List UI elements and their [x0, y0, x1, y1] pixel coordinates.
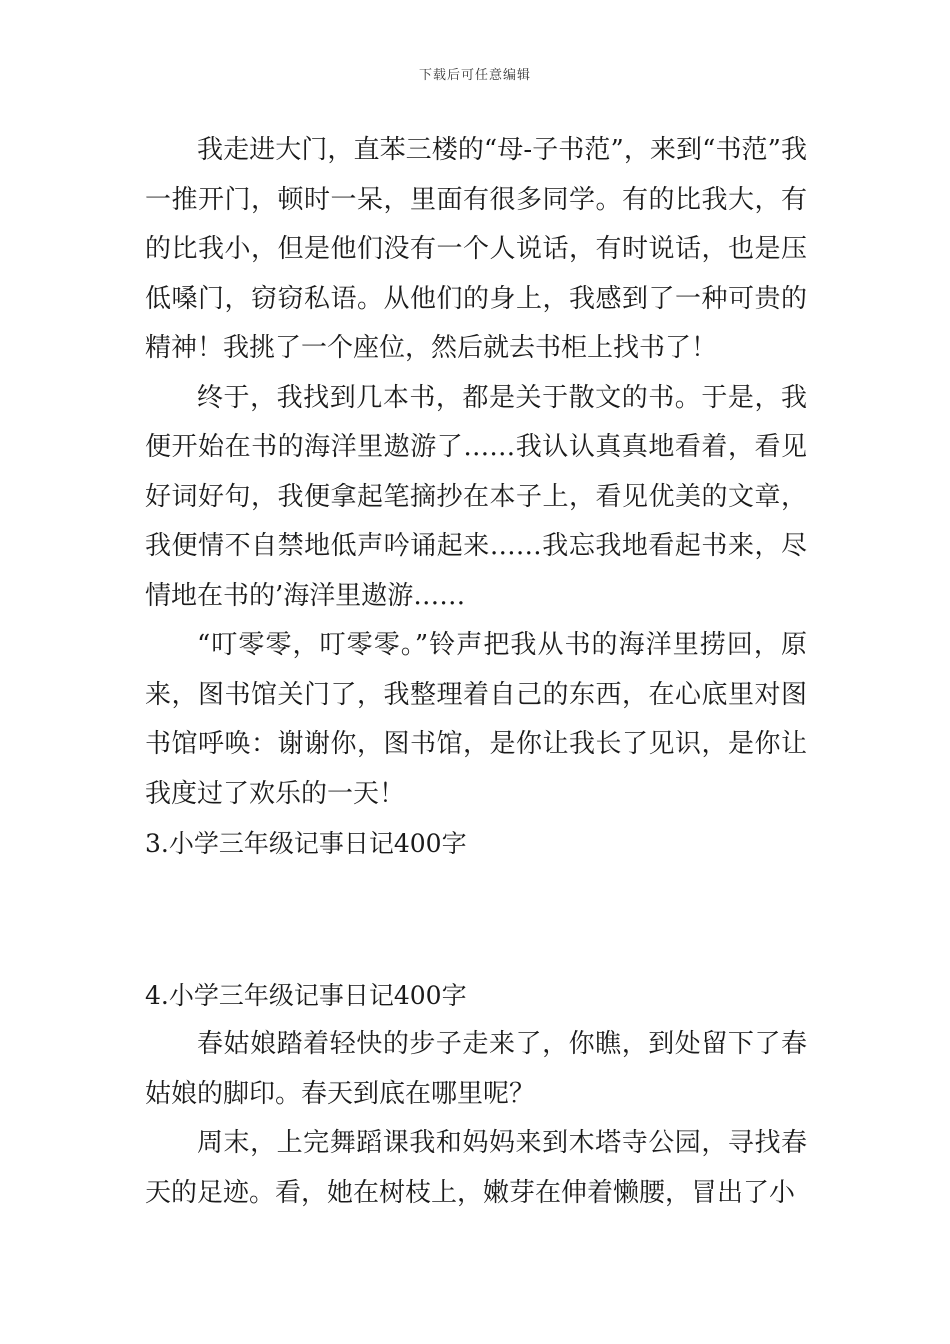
document-body [145, 126, 807, 1218]
section-heading-4: 4.小学三年级记事日记400字 [145, 980, 467, 1010]
paragraph: “叮零零，叮零零。”铃声把我从书的海洋里捞回，原来，图书馆关门了，我整理着自己的东西，在心底里对图书馆呼唤：谢谢你，图书馆，是你让我长了见识，是你让我度过了欢乐的一天！ [145, 630, 807, 809]
paragraph: 春姑娘踏着轻快的步子走来了，你瞧，到处留下了春姑娘的脚印。春天到底在哪里呢？ [145, 1029, 807, 1109]
paragraph: 终于，我找到几本书，都是关于散文的书。于是，我便开始在书的海洋里遨游了……我认认真真地看着，看见好词好句，我便拿起笔摘抄在本子上，看见优美的文章，我便情不自禁地低声吟诵起来……我忘我地看起书来，尽情地在书的’海洋里遨游…… [145, 382, 807, 611]
page-header: 下载后可任意编辑 [418, 68, 531, 83]
blank-space [145, 869, 807, 971]
paragraph: 我走进大门，直苯三楼的“母-子书范”，来到“书范”我一推开门，顿时一呆，里面有很多同学。有的比我大，有的比我小，但是他们没有一个人说话，有时说话，也是压低嗓门，窃窃私语。从他们的身上，我感到了一种可贵的精神！我挑了一个座位，然后就去书柜上找书了！ [145, 135, 807, 363]
paragraph: 周末，上完舞蹈课我和妈妈来到木塔寺公园，寻找春天的足迹。看，她在树枝上，嫩芽在伸着懒腰，冒出了小 [145, 1128, 807, 1208]
section-heading-3: 3.小学三年级记事日记400字 [145, 829, 467, 858]
